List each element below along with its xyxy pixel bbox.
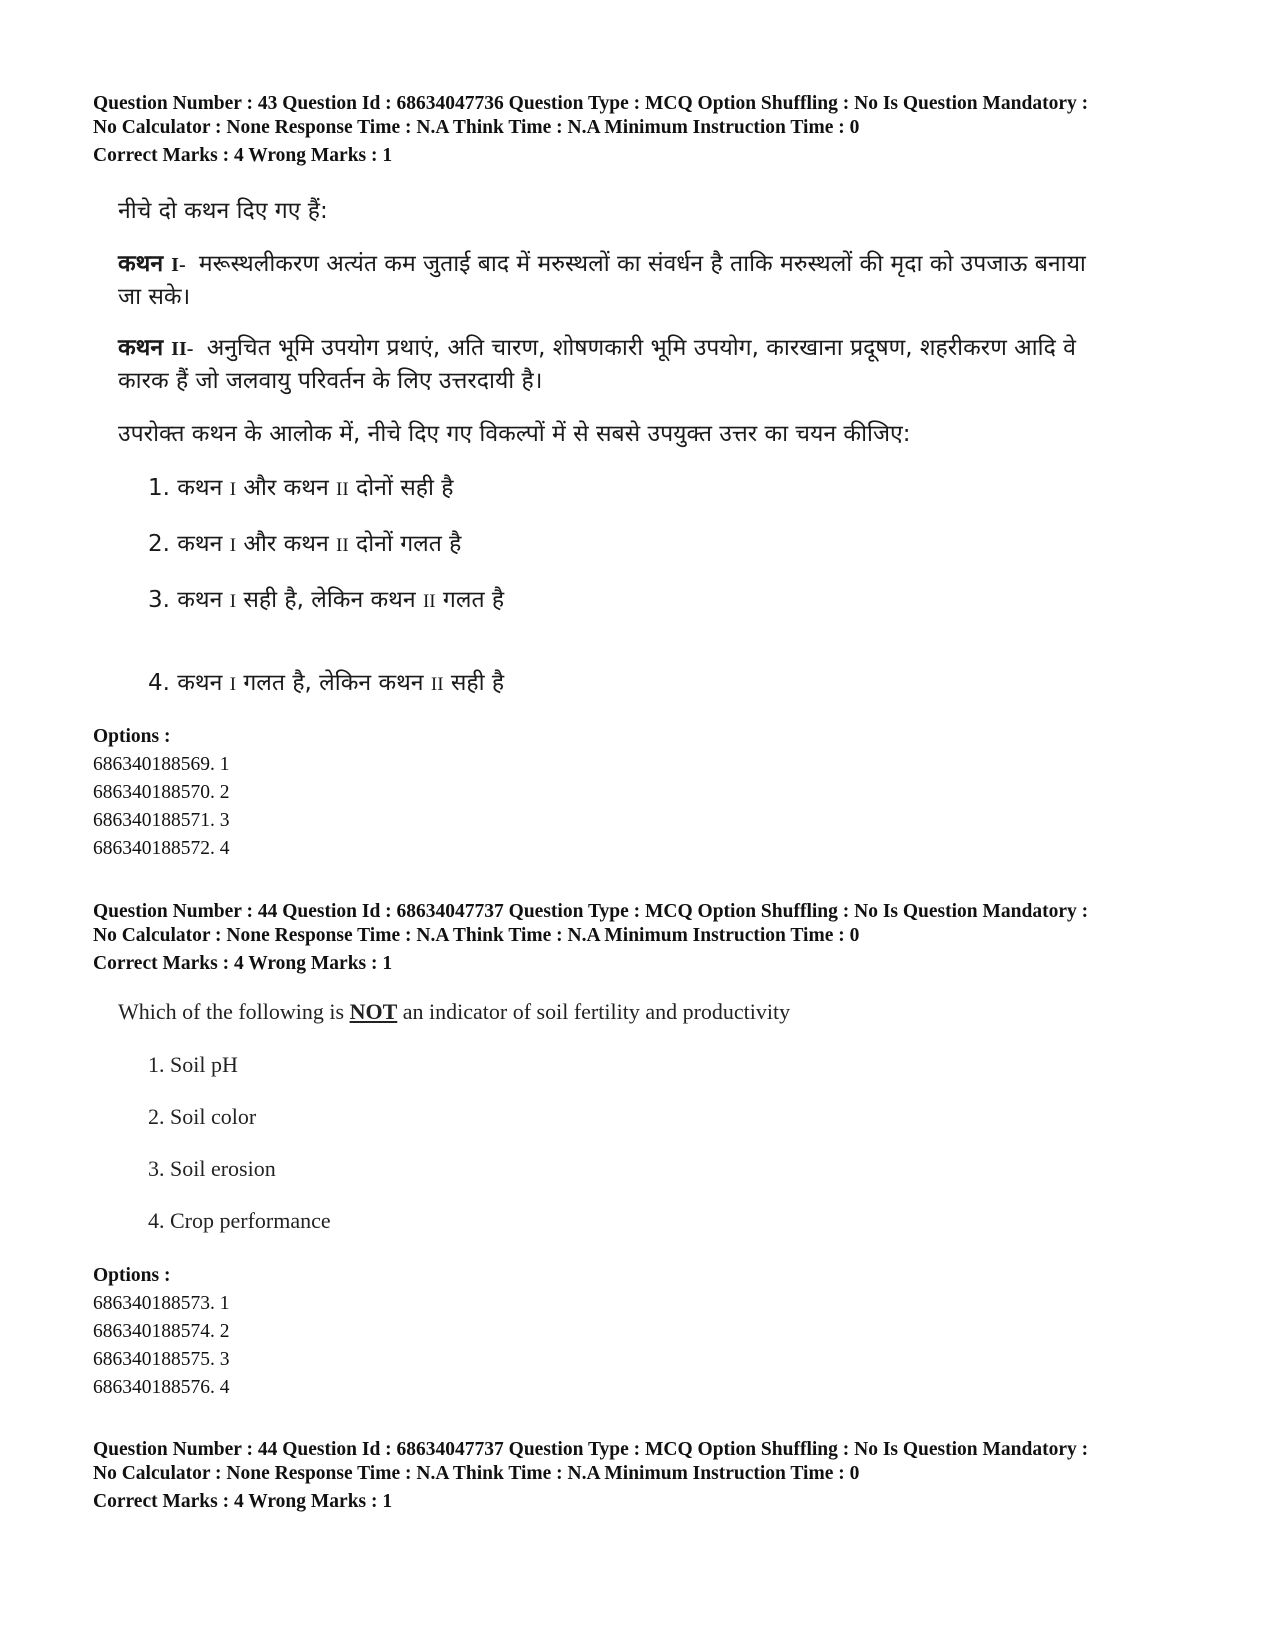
choice-number: 2. [148, 531, 170, 557]
question-text [118, 996, 790, 1028]
question-intro [118, 195, 328, 227]
statement-2-label-roman: II- [171, 338, 194, 360]
question-44-repeat-header [93, 1438, 1213, 1514]
option-row: 686340188576. 4 [93, 1377, 230, 1398]
statement-2 [118, 332, 1178, 397]
choice-roman-2: II [336, 535, 349, 556]
choice-4: 4. Crop performance [148, 1208, 331, 1233]
question-marks-line: Correct Marks : 4 Wrong Marks : 1 [93, 953, 393, 974]
question-text-emphasis: NOT [349, 999, 398, 1024]
question-meta-line2: No Calculator : None Response Time : N.A Think Time : N.A Minimum Instruction Time : 0 [93, 1463, 860, 1484]
choice-text-c: सही है [450, 670, 505, 696]
choice-text-c: दोनों सही है [356, 475, 454, 501]
options-heading: Options : [93, 726, 171, 747]
question-meta-line1: Question Number : 44 Question Id : 68634047737 Question Type : MCQ Option Shuffling : No Is Question Mandatory : [93, 901, 1089, 922]
question-intro-text: नीचे दो कथन दिए गए हैं: [118, 198, 328, 224]
question-meta-line2: No Calculator : None Response Time : N.A Think Time : N.A Minimum Instruction Time : 0 [93, 117, 860, 138]
statement-1-label-word: कथन [118, 251, 164, 277]
choice-text-c: गलत है [442, 587, 505, 613]
statement-2-text-line1: अनुचित भूमि उपयोग प्रथाएं, अति चारण, शोषणकारी भूमि उपयोग, कारखाना प्रदूषण, शहरीकरण आदि वे [206, 335, 1076, 361]
question-marks-line: Correct Marks : 4 Wrong Marks : 1 [93, 1491, 393, 1512]
question-text-before: Which of the following is [118, 999, 345, 1024]
choice-3 [148, 584, 504, 618]
choice-text-b: और कथन [243, 531, 329, 557]
choice-1: 1. Soil pH [148, 1052, 238, 1077]
choice-2 [148, 528, 461, 562]
statement-1 [118, 248, 1178, 313]
question-instruction-text: उपरोक्त कथन के आलोक में, नीचे दिए गए विकल्पों में से सबसे उपयुक्त उत्तर का चयन कीजिए: [118, 421, 911, 447]
question-meta-line1: Question Number : 44 Question Id : 68634047737 Question Type : MCQ Option Shuffling : No Is Question Mandatory : [93, 1439, 1089, 1460]
choice-number: 3. [148, 587, 170, 613]
question-44-header [93, 900, 1213, 976]
option-row: 686340188572. 4 [93, 838, 230, 859]
option-row: 686340188569. 1 [93, 754, 230, 775]
statement-2-label-word: कथन [118, 335, 164, 361]
statement-1-text-line2: जा सके। [118, 284, 191, 310]
choice-text-c: दोनों गलत है [356, 531, 462, 557]
option-row: 686340188575. 3 [93, 1349, 230, 1370]
question-marks-line: Correct Marks : 4 Wrong Marks : 1 [93, 145, 393, 166]
choice-text-b: गलत है, लेकिन कथन [243, 670, 424, 696]
choice-text-a: कथन [177, 531, 223, 557]
choice-1 [148, 472, 453, 506]
options-heading: Options : [93, 1265, 171, 1286]
choice-2: 2. Soil color [148, 1104, 257, 1129]
statement-1-label [118, 251, 186, 277]
question-instruction [118, 418, 911, 450]
statement-2-label [118, 335, 193, 361]
statement-1-text-line1: मरूस्थलीकरण अत्यंत कम जुताई बाद में मरुस्थलों का संवर्धन है ताकि मरुस्थलों की मृदा को उपजाऊ बनाया [198, 251, 1086, 277]
option-row: 686340188570. 2 [93, 782, 230, 803]
choice-text-a: कथन [177, 587, 223, 613]
choice-roman-2: II [422, 591, 436, 612]
question-meta-line2: No Calculator : None Response Time : N.A Think Time : N.A Minimum Instruction Time : 0 [93, 925, 860, 946]
choice-text-a: कथन [177, 475, 223, 501]
statement-1-label-roman: I- [171, 254, 186, 276]
statement-2-text-line2: कारक हैं जो जलवायु परिवर्तन के लिए उत्तरदायी है। [118, 368, 543, 394]
choice-roman-2: II [336, 479, 349, 500]
choice-roman-1: I [229, 535, 237, 556]
choice-3: 3. Soil erosion [148, 1156, 276, 1181]
option-row: 686340188571. 3 [93, 810, 230, 831]
choice-4 [148, 667, 504, 701]
question-text-after: an indicator of soil fertility and productivity [402, 999, 791, 1024]
choice-text-b: सही है, लेकिन कथन [243, 587, 416, 613]
option-row: 686340188574. 2 [93, 1321, 230, 1342]
choice-roman-2: II [430, 674, 444, 695]
choice-roman-1: I [229, 591, 237, 612]
choice-number: 1. [148, 475, 170, 501]
choice-number: 4. [148, 670, 170, 696]
option-row: 686340188573. 1 [93, 1293, 230, 1314]
choice-text-b: और कथन [243, 475, 329, 501]
question-43-header [93, 92, 1213, 168]
choice-roman-1: I [229, 674, 237, 695]
question-meta-line1: Question Number : 43 Question Id : 68634047736 Question Type : MCQ Option Shuffling : No Is Question Mandatory : [93, 93, 1089, 114]
choice-text-a: कथन [177, 670, 223, 696]
choice-roman-1: I [229, 479, 237, 500]
